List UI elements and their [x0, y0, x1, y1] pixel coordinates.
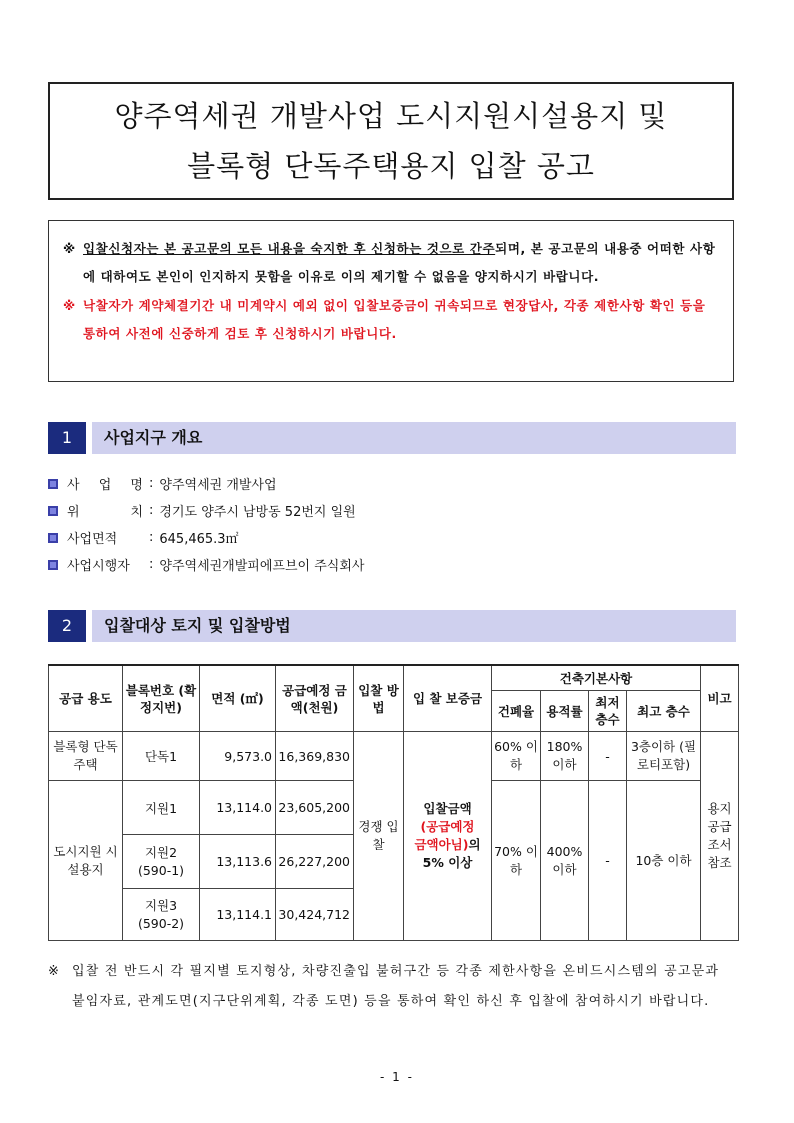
deposit-line-tail: 의: [468, 837, 481, 852]
info-value: 양주역세권개발피에프브이 주식회사: [159, 559, 365, 574]
cell-deposit: [404, 732, 492, 941]
table-row: [49, 732, 739, 781]
cell-price: 16,369,830: [276, 732, 354, 781]
header-max-floors: 최고 층수: [627, 691, 701, 732]
block-number: 지원3: [144, 897, 178, 913]
cell-max-floors: 3층이하 (필로티포함): [627, 732, 701, 781]
square-bullet-icon: [48, 533, 58, 543]
cell-block: 단독1: [123, 732, 200, 781]
page-number: - 1 -: [380, 1070, 414, 1084]
project-overview-list: [48, 470, 734, 578]
header-use: 공급 용도: [49, 665, 123, 732]
info-value: 양주역세권 개발사업: [159, 478, 277, 493]
cell-use: 도시지원 시설용지: [49, 781, 123, 941]
deposit-line-mixed: [406, 836, 489, 854]
cell-far: 180% 이하: [541, 732, 589, 781]
section-title: 입찰대상 토지 및 입찰방법: [92, 610, 736, 642]
header-remark: 비고: [701, 665, 739, 732]
reference-mark: ※: [63, 298, 76, 313]
section-2-header: [48, 610, 736, 642]
footnote: [48, 957, 738, 1017]
cell-coverage: 70% 이하: [492, 781, 541, 941]
cell-block: [123, 835, 200, 889]
land-bid-table: [48, 664, 739, 941]
header-far: 용적률: [541, 691, 589, 732]
section-number: 2: [48, 610, 86, 642]
header-block: 블록번호 (확정지번): [123, 665, 200, 732]
block-lot: (590-1): [137, 862, 185, 878]
document-title-box: [48, 82, 734, 200]
cell-method: 경쟁 입찰: [354, 732, 404, 941]
deposit-line: 입찰금액: [423, 801, 472, 816]
cell-far: 400% 이하: [541, 781, 589, 941]
header-deposit: 입 찰 보증금: [404, 665, 492, 732]
info-label: 사업면적: [67, 532, 118, 547]
document-title-line2: 블록형 단독주택용지 입찰 공고: [187, 149, 595, 183]
cell-area: 9,573.0: [200, 732, 276, 781]
info-label: 사 업 명: [67, 478, 143, 493]
notice-underlined-text: 입찰신청자는 본 공고문의 모든 내용을 숙지한 후 신청하는 것으로 간주: [83, 241, 496, 256]
notice-box: [48, 220, 734, 382]
list-item: [48, 524, 734, 551]
deposit-line-red: 금액아님): [414, 837, 469, 852]
header-method: 입찰 방법: [354, 665, 404, 732]
list-item: [48, 470, 734, 497]
info-separator: :: [149, 476, 154, 491]
header-price: 공급예정 금액(천원): [276, 665, 354, 732]
cell-max-floors: 10층 이하: [627, 781, 701, 941]
footnote-text: 입찰 전 반드시 각 필지별 토지형상, 차량진출입 불허구간 등 각종 제한사항을 온비드시스템의 공고문과 붙임자료, 관계도면(지구단위계획, 각종 도면) 등을 통하여 확인 하신 후 입찰에 참여하시기 바랍니다.: [72, 964, 720, 1009]
notice-item-deposit-warning: [63, 292, 723, 348]
section-title: 사업지구 개요: [92, 422, 736, 454]
block-lot: (590-2): [137, 915, 185, 931]
cell-price: 26,227,200: [276, 835, 354, 889]
info-label: 위 치: [67, 505, 143, 520]
reference-mark: ※: [48, 964, 61, 979]
square-bullet-icon: [48, 560, 58, 570]
cell-min-floors: -: [589, 781, 627, 941]
list-item: [48, 551, 734, 578]
info-label: 사업시행자: [67, 559, 130, 574]
cell-coverage: 60% 이하: [492, 732, 541, 781]
cell-price: 23,605,200: [276, 781, 354, 835]
section-number: 1: [48, 422, 86, 454]
square-bullet-icon: [48, 479, 58, 489]
cell-block: 지원1: [123, 781, 200, 835]
header-building: 건축기본사항: [492, 665, 701, 691]
deposit-line: 5% 이상: [422, 855, 473, 870]
header-min-floors: 최저 층수: [589, 691, 627, 732]
info-value: 경기도 양주시 남방동 52번지 일원: [159, 505, 356, 520]
cell-price: 30,424,712: [276, 889, 354, 941]
list-item: [48, 497, 734, 524]
reference-mark: ※: [63, 241, 76, 256]
cell-remark: 용지 공급 조서 참조: [701, 732, 739, 941]
notice-warning-text: 낙찰자가 계약체결기간 내 미계약시 예외 없이 입찰보증금이 귀속되므로 현장답사, 각종 제한사항 확인 등을 통하여 사전에 신중하게 검토 후 신청하시기 바랍니다.: [83, 298, 706, 341]
block-number: 지원2: [144, 844, 178, 860]
cell-area: 13,114.0: [200, 781, 276, 835]
cell-area: 13,114.1: [200, 889, 276, 941]
cell-block: [123, 889, 200, 941]
cell-min-floors: -: [589, 732, 627, 781]
cell-area: 13,113.6: [200, 835, 276, 889]
square-bullet-icon: [48, 506, 58, 516]
info-separator: :: [149, 530, 154, 545]
info-separator: :: [149, 557, 154, 572]
deposit-line-red: (공급예정: [420, 819, 475, 834]
header-area: 면적 (㎡): [200, 665, 276, 732]
section-1-header: [48, 422, 736, 454]
cell-use: 블록형 단독주택: [49, 732, 123, 781]
notice-item-agreement: [63, 235, 723, 291]
info-value: 645,465.3㎡: [159, 532, 239, 547]
header-coverage: 건폐율: [492, 691, 541, 732]
notice-text: 되며, 본 공고문의 내용중 어떠한 사항에 대하여도 본인이 인지하지 못함을 이유로 이의 제기할 수 없음을 양지하시기 바랍니다.: [83, 241, 716, 284]
document-title-line1: 양주역세권 개발사업 도시지원시설용지 및: [114, 99, 668, 133]
info-separator: :: [149, 503, 154, 518]
